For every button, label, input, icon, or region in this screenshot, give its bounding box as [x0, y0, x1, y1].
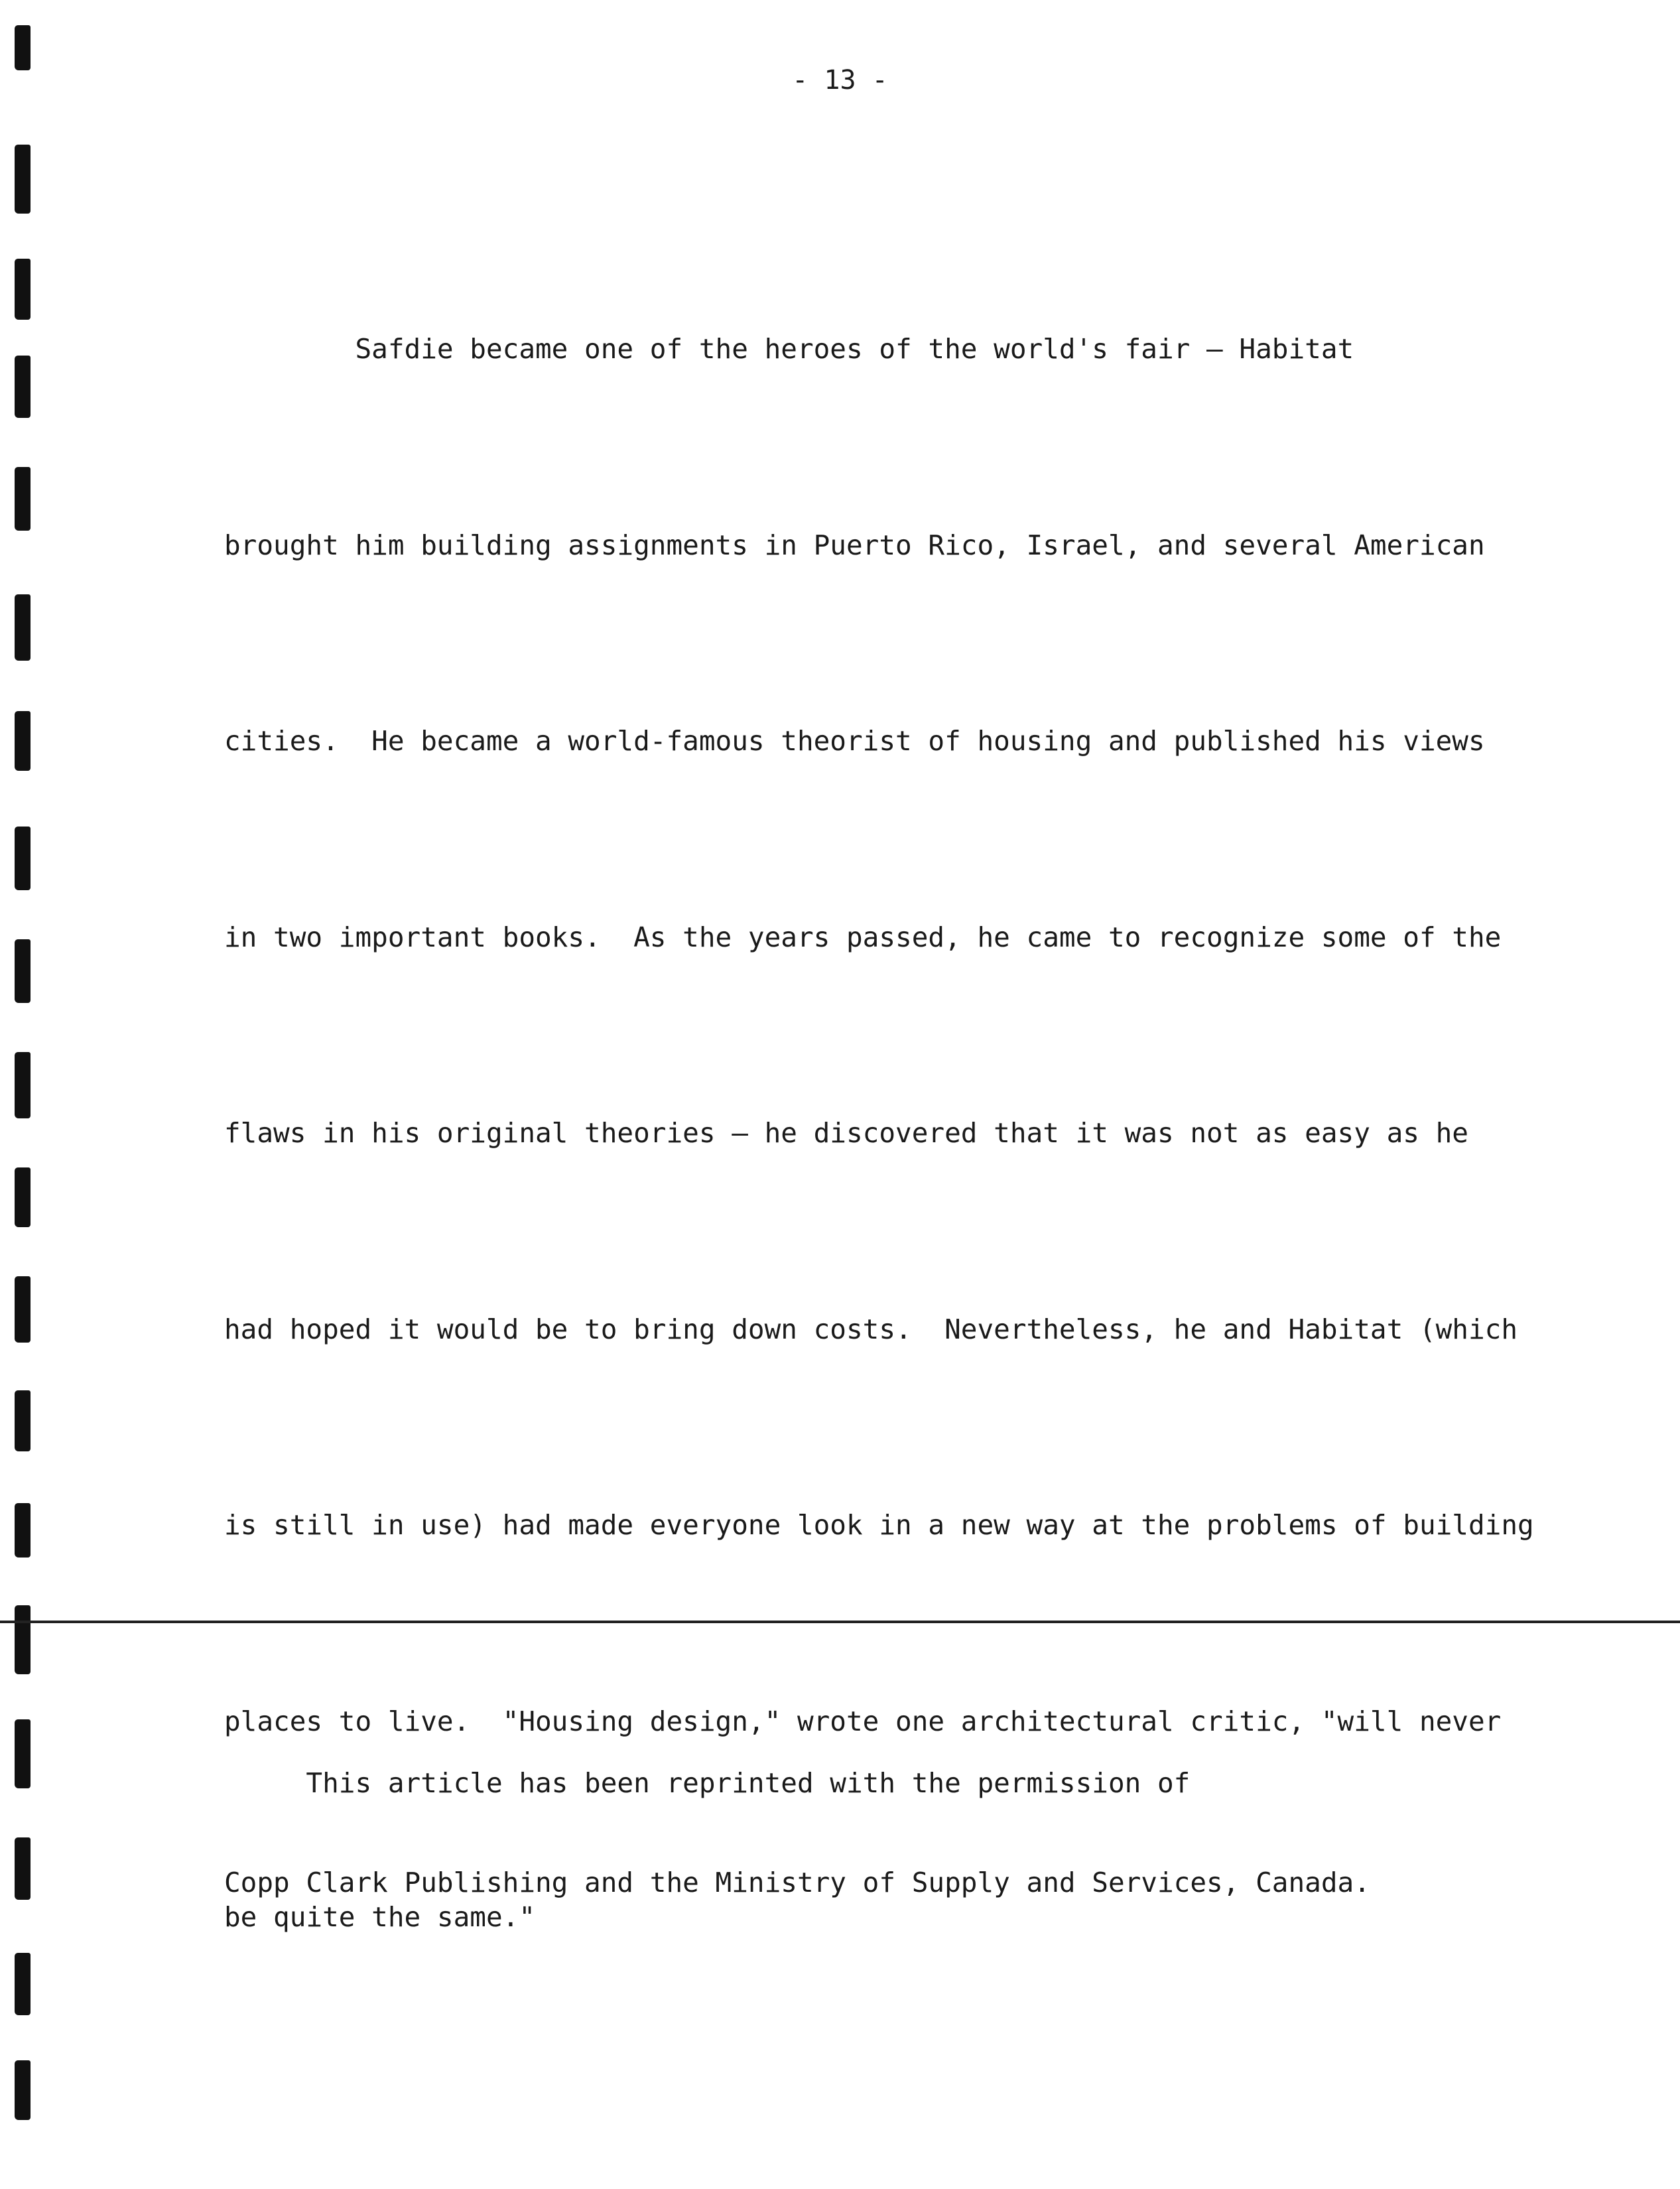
binding-hole	[15, 2060, 31, 2120]
binding-hole	[15, 1167, 31, 1227]
binding-hole	[15, 939, 31, 1003]
permission-note	[224, 1700, 1604, 1932]
body-line: Safdie became one of the heroes of the world's fair — Habitat	[224, 333, 1354, 365]
binding-hole	[15, 1503, 31, 1558]
binding-hole	[15, 1276, 31, 1343]
binding-hole	[15, 259, 31, 320]
binding-hole	[15, 356, 31, 418]
binding-hole	[15, 1605, 31, 1674]
body-line: flaws in his original theories — he discovered that it was not as easy as he	[224, 1117, 1468, 1149]
binding-hole	[15, 594, 31, 661]
permission-line-1: This article has been reprinted with the permission of	[224, 1767, 1191, 1799]
binding-hole	[15, 1837, 31, 1900]
body-line: cities. He became a world-famous theorist of housing and published his views	[224, 725, 1485, 757]
binding-hole	[15, 827, 31, 890]
binding-hole	[15, 1052, 31, 1118]
body-line: places to live. "Housing design," wrote one architectural critic, "will never	[224, 1705, 1502, 1737]
horizontal-rule	[0, 1621, 1680, 1623]
permission-line-2: Copp Clark Publishing and the Ministry of Supply and Services, Canada.	[224, 1867, 1370, 1898]
body-line: is still in use) had made everyone look in a new way at the problems of building	[224, 1509, 1534, 1541]
body-line: be quite the same."	[224, 1901, 535, 1933]
body-line: brought him building assignments in Puerto Rico, Israel, and several American	[224, 529, 1485, 561]
body-line: in two important books. As the years passed, he came to recognize some of the	[224, 921, 1502, 953]
binding-hole	[15, 1719, 31, 1788]
binding-hole	[15, 1953, 31, 2015]
binding-hole	[15, 1390, 31, 1451]
binding-hole	[15, 145, 31, 214]
binding-hole	[15, 467, 31, 531]
binding-hole	[15, 711, 31, 771]
page-number: - 13 -	[792, 65, 888, 96]
body-line: had hoped it would be to bring down costs. Nevertheless, he and Habitat (which	[224, 1313, 1518, 1345]
